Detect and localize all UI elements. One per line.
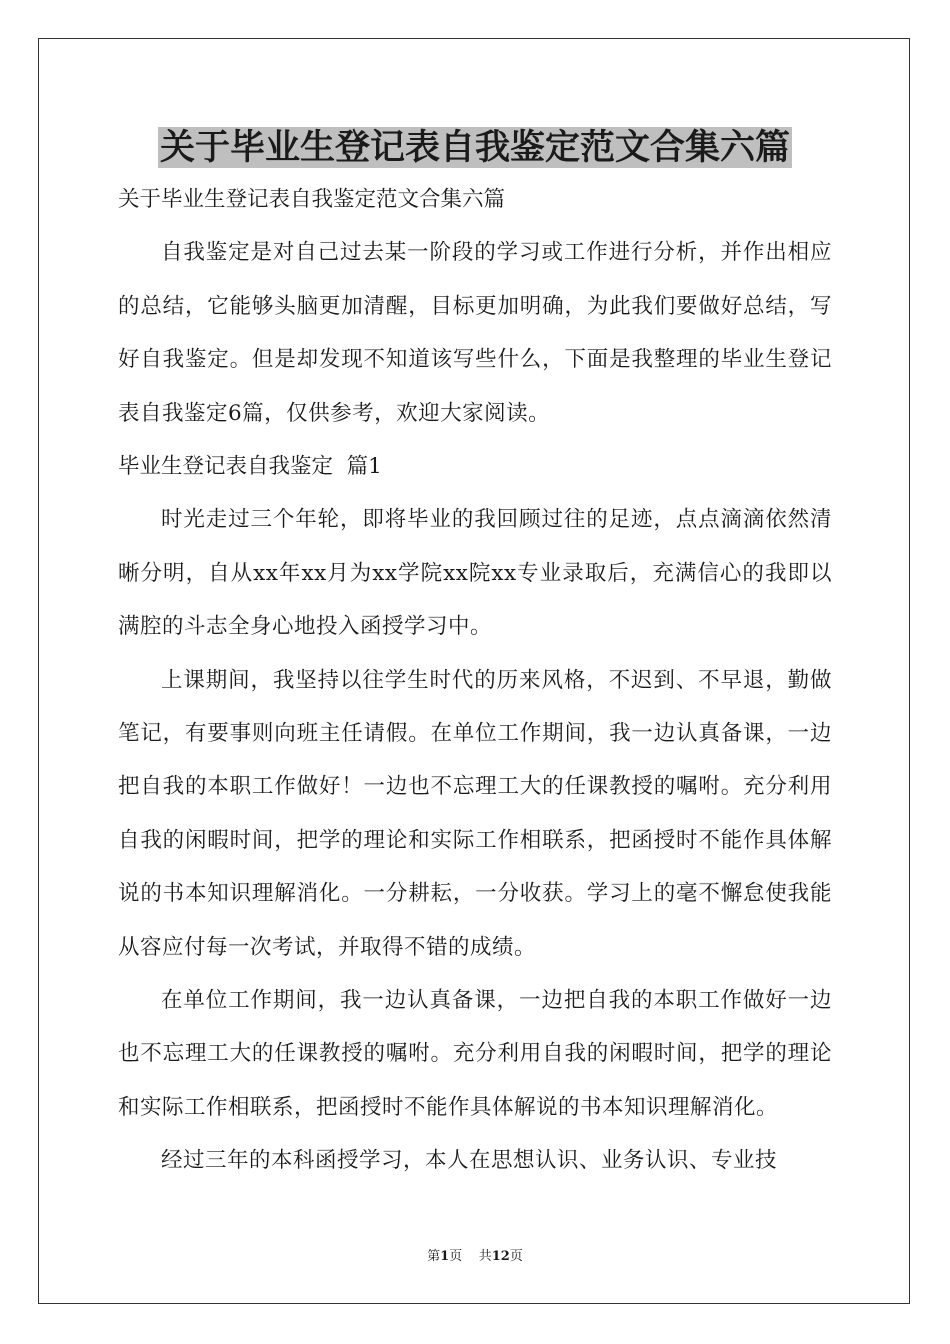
section-paragraph: 在单位工作期间，我一边认真备课，一边把自我的本职工作做好一边也不忘理工大的任课教授的嘱咐。充分利用自我的闲暇时间，把学的理论和实际工作相联系，把函授时不能作具体解说的书本知识理解消化。 — [118, 988, 832, 1120]
document-subtitle: 关于毕业生登记表自我鉴定范文合集六篇 — [118, 187, 506, 212]
footer-page-number: 1 — [440, 1249, 450, 1264]
section-paragraph: 经过三年的本科函授学习，本人在思想认识、业务认识、专业技 — [161, 1148, 778, 1174]
section-paragraph: 上课期间，我坚持以往学生时代的历来风格，不迟到、不早退，勤做笔记，有要事则向班主任请假。在单位工作期间，我一边认真备课，一边把自我的本职工作做好！一边也不忘理工大的任课教授的嘱咐。充分利用自我的闲暇时间，把学的理论和实际工作相联系，把函授时不能作具体解说的书本知识理解消化。一分耕耘，一分收获。学习上的毫不懈怠使我能从容应付每一次考试，并取得不错的成绩。 — [118, 667, 832, 960]
page-footer — [0, 1247, 950, 1267]
document-title-text: 关于毕业生登记表自我鉴定范文合集六篇 — [159, 127, 790, 168]
document-title — [0, 124, 950, 172]
footer-page-suffix: 页 — [509, 1249, 523, 1264]
footer-total-pages: 12 — [491, 1249, 510, 1264]
section-heading: 毕业生登记表自我鉴定 篇1 — [118, 454, 382, 480]
document-body — [118, 173, 832, 1188]
section-paragraph: 时光走过三个年轮，即将毕业的我回顾过往的足迹，点点滴滴依然清晰分明，自从xx年xx月为xx学院xx院xx专业录取后，充满信心的我即以满腔的斗志全身心地投入函授学习中。 — [118, 507, 832, 640]
intro-paragraph: 自我鉴定是对自己过去某一阶段的学习或工作进行分析，并作出相应的总结，它能够头脑更加清醒，目标更加明确，为此我们要做好总结，写好自我鉴定。但是却发现不知道该写些什么，下面是我整理的毕业生登记表自我鉴定6篇，仅供参考，欢迎大家阅读。 — [118, 240, 832, 426]
footer-page-prefix: 第 — [427, 1249, 441, 1264]
footer-page-mid: 页 共 — [449, 1249, 492, 1264]
